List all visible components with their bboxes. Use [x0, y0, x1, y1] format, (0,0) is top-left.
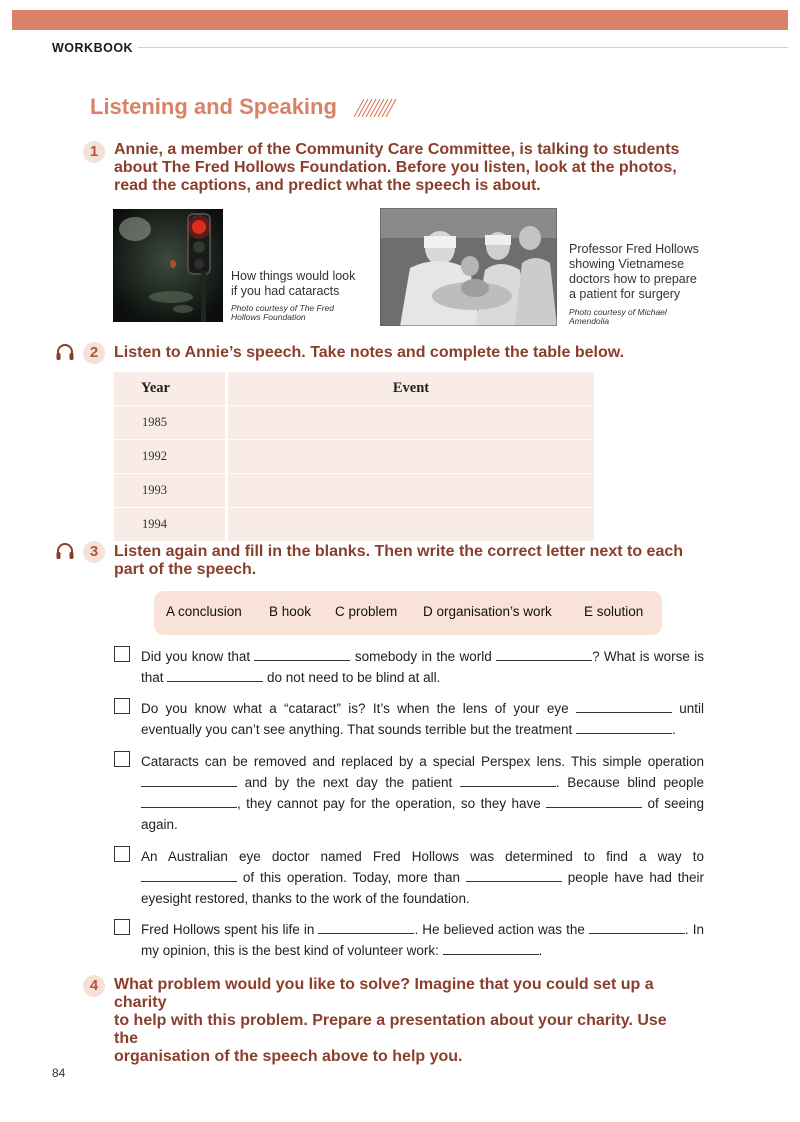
- fill-in-blank[interactable]: [141, 776, 237, 787]
- question-1-line: read the captions, and predict what the speech is about.: [114, 177, 541, 194]
- event-cell[interactable]: [227, 406, 595, 440]
- question-1-text: [114, 141, 694, 195]
- top-color-bar: [12, 10, 788, 30]
- speech-part-item: [114, 751, 704, 835]
- headphones-icon: [55, 343, 75, 361]
- option-b: B hook: [269, 604, 312, 619]
- speech-part-item: [114, 646, 704, 688]
- fill-in-blank[interactable]: [141, 797, 237, 808]
- question-4-line: What problem would you like to solve? Imagine that you could set up a charity: [114, 976, 654, 1011]
- year-column-header: Year: [114, 372, 227, 406]
- option-a: A conclusion: [166, 604, 242, 619]
- fill-in-blank[interactable]: [466, 871, 562, 882]
- speech-part-text: Did you know that somebody in the world ? What is worse is that do not need to be blind at all.: [141, 649, 705, 685]
- fill-in-blank[interactable]: [460, 776, 556, 787]
- question-3-line: part of the speech.: [114, 561, 257, 578]
- speech-part-item: [114, 846, 704, 909]
- table-row: [114, 474, 594, 508]
- table-header-row: [114, 372, 594, 406]
- credit-line: Photo courtesy of The Fred: [231, 303, 334, 313]
- workbook-label: WORKBOOK: [52, 41, 134, 55]
- speech-part-text: Fred Hollows spent his life in . He believed action was the . In my opinion, this is the best kind of volunteer work: .: [141, 922, 704, 958]
- page-number: 84: [52, 1066, 66, 1080]
- fill-in-blank[interactable]: [496, 650, 592, 661]
- speech-part-text: Do you know what a “cataract” is? It’s when the lens of your eye until eventually you can’t see anything. That sounds terrible but the treatment .: [141, 701, 704, 737]
- fill-in-blank[interactable]: [589, 923, 685, 934]
- fill-in-blank[interactable]: [443, 944, 539, 955]
- fill-in-blank[interactable]: [318, 923, 414, 934]
- answer-checkbox[interactable]: [114, 846, 130, 862]
- fill-in-blank[interactable]: [167, 671, 263, 682]
- fill-in-blank[interactable]: [254, 650, 350, 661]
- answer-checkbox[interactable]: [114, 646, 130, 662]
- header-divider: [138, 47, 788, 48]
- cataract-view-photo: [113, 209, 223, 322]
- table-row: [114, 406, 594, 440]
- fill-in-blank[interactable]: [576, 702, 672, 713]
- event-cell[interactable]: [227, 508, 595, 542]
- caption-line: showing Vietnamese: [569, 257, 685, 271]
- speech-part-item: [114, 919, 704, 961]
- question-number: 1: [83, 141, 105, 163]
- credit-line: Hollows Foundation: [231, 312, 306, 322]
- answer-checkbox[interactable]: [114, 919, 130, 935]
- fill-in-blank[interactable]: [546, 797, 642, 808]
- option-d: D organisation’s work: [423, 604, 552, 619]
- event-cell[interactable]: [227, 440, 595, 474]
- headphones-icon: [55, 542, 75, 560]
- question-2-text: Listen to Annie’s speech. Take notes and complete the table below.: [114, 344, 625, 361]
- speech-part-text: Cataracts can be removed and replaced by a special Perspex lens. This simple operation and by the next day the patient . Because blind people , they cannot pay for the operation, so they have of seeing again.: [141, 754, 704, 832]
- credit-line: Photo courtesy of Michael: [569, 307, 667, 317]
- year-cell: 1994: [114, 508, 227, 542]
- question-3-text: [114, 543, 694, 579]
- question-1-line: Annie, a member of the Community Care Committee, is talking to students: [114, 141, 680, 158]
- credit-line: Amendolia: [569, 316, 610, 326]
- speech-part-text: An Australian eye doctor named Fred Hollows was determined to find a way to of this operation. Today, more than people have had their eyesight restored, thanks to the work of the foundation.: [141, 849, 704, 906]
- caption-line: a patient for surgery: [569, 287, 681, 301]
- year-cell: 1985: [114, 406, 227, 440]
- caption-line: How things would look: [231, 269, 356, 283]
- year-cell: 1993: [114, 474, 227, 508]
- option-e: E solution: [584, 604, 644, 619]
- section-title: Listening and Speaking: [90, 94, 337, 119]
- photo-1-caption: [231, 269, 355, 299]
- caption-line: doctors how to prepare: [569, 272, 697, 286]
- question-4-line: organisation of the speech above to help you.: [114, 1048, 463, 1065]
- event-cell[interactable]: [227, 474, 595, 508]
- fill-in-blank[interactable]: [576, 723, 672, 734]
- answer-checkbox[interactable]: [114, 751, 130, 767]
- question-number: 3: [83, 541, 105, 563]
- question-1-line: about The Fred Hollows Foundation. Before you listen, look at the photos,: [114, 159, 677, 176]
- speech-part-item: [114, 698, 704, 740]
- question-4-line: to help with this problem. Prepare a presentation about your charity. Use the: [114, 1012, 667, 1047]
- option-c: C problem: [335, 604, 398, 619]
- question-number: 4: [83, 975, 105, 997]
- year-cell: 1992: [114, 440, 227, 474]
- answer-checkbox[interactable]: [114, 698, 130, 714]
- surgery-photo: [380, 208, 557, 326]
- caption-line: if you had cataracts: [231, 284, 340, 298]
- photo-2-caption: [569, 242, 699, 302]
- caption-line: Professor Fred Hollows: [569, 242, 699, 256]
- photo-1-credit: [231, 304, 334, 322]
- table-row: [114, 440, 594, 474]
- question-3-line: Listen again and fill in the blanks. Then write the correct letter next to each: [114, 543, 684, 560]
- hatch-decoration-icon: [352, 98, 400, 118]
- event-column-header: Event: [392, 380, 430, 396]
- speech-parts-box: [154, 591, 662, 635]
- question-4-text: [114, 976, 694, 1066]
- notes-table: [114, 372, 594, 541]
- photo-2-credit: [569, 308, 667, 326]
- fill-in-blank[interactable]: [141, 871, 237, 882]
- question-number: 2: [83, 342, 105, 364]
- table-row: [114, 508, 594, 542]
